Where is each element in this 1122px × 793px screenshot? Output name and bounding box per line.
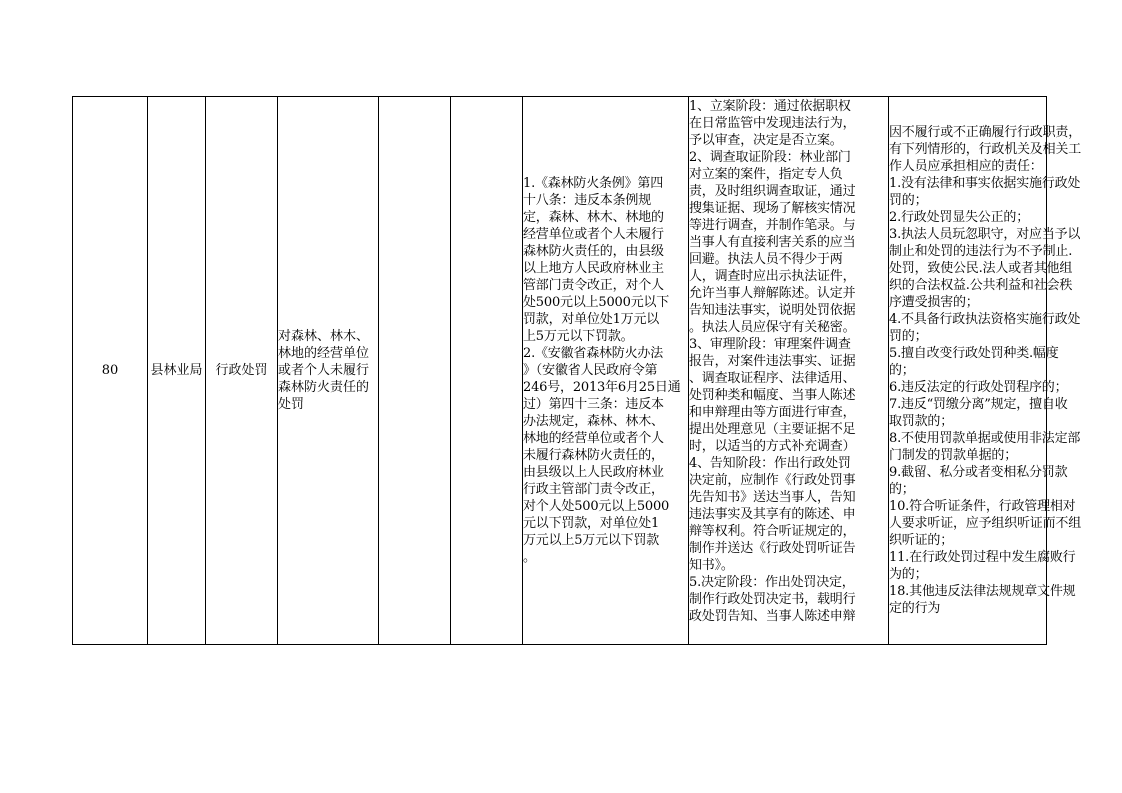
responsibility-line: 8.不使用罚款单据或使用非法定部 bbox=[889, 431, 1081, 446]
procedure-line: 违法事实及其享有的陈述、申 bbox=[689, 506, 856, 522]
procedure-line: 允许当事人辩解陈述。认定并 bbox=[689, 285, 856, 301]
responsibility-line: 取罚款的； bbox=[889, 414, 954, 429]
procedure-line: 当事人有直接利害关系的应当 bbox=[689, 234, 856, 250]
legal-basis-text bbox=[523, 175, 688, 566]
responsibility-line: 5.擅自改变行政处罚种类.幅度 bbox=[889, 346, 1059, 361]
procedure-line: 告知违法事实，说明处罚依据 bbox=[689, 302, 856, 318]
procedure-line: 知书》。 bbox=[689, 557, 734, 573]
legal-basis-line: 定，森林、林木、林地的 bbox=[523, 210, 664, 225]
legal-basis-line: 罚款，对单位处1万元以 bbox=[523, 312, 660, 327]
responsibility-line: 有下列情形的，行政机关及相关工 bbox=[889, 142, 1082, 157]
procedure-line: 1、立案阶段：通过依据职权 bbox=[689, 98, 851, 114]
responsibility-line: 门制发的罚款单据的； bbox=[889, 448, 1018, 463]
responsibility-line: 因不履行或不正确履行行政职责， bbox=[889, 125, 1082, 140]
legal-basis-line: 办法规定，森林、林木、 bbox=[523, 414, 664, 429]
procedure-line: 等进行调查，并制作笔录。与 bbox=[689, 217, 856, 233]
procedure-line: 提出处理意见（主要证据不足 bbox=[689, 421, 856, 437]
legal-basis-line: 246号，2013年6月25日通 bbox=[523, 380, 681, 395]
responsibility-text bbox=[889, 124, 1082, 617]
legal-basis-line: 林地的经营单位或者个人 bbox=[523, 431, 664, 446]
blank-cell-6 bbox=[451, 97, 523, 645]
legal-basis-line: 上5万元以下罚款。 bbox=[523, 329, 634, 344]
department-cell: 县林业局 bbox=[148, 97, 206, 645]
responsibility-line: 4.不具备行政执法资格实施行政处 bbox=[889, 312, 1081, 327]
legal-basis-line: 。 bbox=[523, 550, 536, 565]
procedure-line: 时，以适当的方式补充调查） bbox=[689, 438, 856, 454]
responsibility-line: 作人员应承担相应的责任： bbox=[889, 159, 1043, 174]
procedure-line: 搜集证据、现场了解核实情况 bbox=[689, 200, 856, 216]
procedure-line: 予以审查，决定是否立案。 bbox=[689, 132, 843, 148]
legal-basis-line: 以上地方人民政府林业主 bbox=[523, 261, 664, 276]
procedure-line: 辩等权利。符合听证规定的， bbox=[689, 523, 856, 539]
legal-basis-line: 过）第四十三条：违反本 bbox=[523, 397, 664, 412]
procedure-line: 先告知书》送达当事人，告知 bbox=[689, 489, 856, 505]
legal-basis-line: 元以下罚款，对单位处1 bbox=[523, 516, 660, 531]
procedure-line: 回避。执法人员不得少于两 bbox=[689, 251, 843, 267]
legal-basis-line: 十八条：违反本条例规 bbox=[523, 193, 652, 208]
legal-basis-line: 管部门责令改正，对个人 bbox=[523, 278, 664, 293]
responsibility-line: 6.违反法定的行政处罚程序的； bbox=[889, 380, 1068, 395]
responsibility-line: 序遭受损害的； bbox=[889, 295, 979, 310]
legal-basis-line: 2.《安徽省森林防火办法 bbox=[523, 346, 664, 361]
responsibility-line: 织听证的； bbox=[889, 533, 954, 548]
responsibility-line: 的； bbox=[889, 482, 915, 497]
responsibility-line: 3.执法人员玩忽职守，对应当予以 bbox=[889, 227, 1081, 242]
procedure-line: 对立案的案件，指定专人负 bbox=[689, 166, 843, 182]
procedure-line: 3、审理阶段：审理案件调查 bbox=[689, 336, 851, 352]
procedure-line: 。执法人员应保守有关秘密。 bbox=[689, 319, 856, 335]
power-type-cell: 行政处罚 bbox=[206, 97, 278, 645]
responsibility-line: 的； bbox=[889, 363, 915, 378]
responsibility-line: 18.其他违反法律法规规章文件规 bbox=[889, 584, 1076, 599]
procedure-line: 责，及时组织调查取证，通过 bbox=[689, 183, 856, 199]
responsibility-line: 2.行政处罚显失公正的； bbox=[889, 210, 1030, 225]
responsibility-line: 处罚，致使公民.法人或者其他组 bbox=[889, 261, 1073, 276]
responsibility-cell bbox=[889, 97, 1082, 645]
power-item-cell: 对森林、林木、林地的经营单位或者个人未履行森林防火责任的处罚 bbox=[278, 97, 379, 645]
procedure-cell bbox=[689, 97, 889, 645]
authority-table bbox=[72, 96, 1082, 645]
legal-basis-line: 万元以上5万元以下罚款 bbox=[523, 533, 660, 548]
legal-basis-line: 》（安徽省人民政府令第 bbox=[523, 363, 658, 378]
responsibility-line: 11.在行政处罚过程中发生腐败行 bbox=[889, 550, 1076, 565]
responsibility-line: 制止和处罚的违法行为不予制止. bbox=[889, 244, 1073, 259]
procedure-line: 决定前，应制作《行政处罚事 bbox=[689, 472, 856, 488]
procedure-line: 制作并送达《行政处罚听证告 bbox=[689, 540, 856, 556]
legal-basis-line: 由县级以上人民政府林业 bbox=[523, 465, 664, 480]
legal-basis-line: 未履行森林防火责任的， bbox=[523, 448, 664, 463]
legal-basis-line: 对个人处500元以上5000 bbox=[523, 499, 670, 514]
legal-basis-line: 行政主管部门责令改正， bbox=[523, 482, 664, 497]
row-number: 80 bbox=[73, 97, 148, 645]
legal-basis-line: 森林防火责任的，由县级 bbox=[523, 244, 664, 259]
legal-basis-line: 1.《森林防火条例》第四 bbox=[523, 176, 664, 191]
responsibility-line: 定的行为 bbox=[889, 601, 941, 616]
procedure-line: 人，调查时应出示执法证件， bbox=[689, 268, 856, 284]
responsibility-line: 织的合法权益.公共利益和社会秩 bbox=[889, 278, 1073, 293]
table-row bbox=[73, 97, 1047, 645]
responsibility-line: 1.没有法律和事实依据实施行政处 bbox=[889, 176, 1081, 191]
procedure-line: 在日常监管中发现违法行为， bbox=[689, 115, 856, 131]
responsibility-line: 7.违反“罚缴分离”规定，擅自收 bbox=[889, 397, 1068, 412]
procedure-line: 报告，对案件违法事实、证据 bbox=[689, 353, 856, 369]
blank-cell-5 bbox=[379, 97, 451, 645]
responsibility-line: 9.截留、私分或者变相私分罚款 bbox=[889, 465, 1068, 480]
legal-basis-line: 处500元以上5000元以下 bbox=[523, 295, 670, 310]
responsibility-line: 人要求听证，应予组织听证而不组 bbox=[889, 516, 1082, 531]
procedure-line: 5.决定阶段：作出处罚决定， bbox=[689, 574, 855, 590]
legal-basis-cell bbox=[523, 97, 689, 645]
procedure-line: 制作行政处罚决定书，载明行 bbox=[689, 591, 856, 607]
procedure-line: 和申辩理由等方面进行审查， bbox=[689, 404, 856, 420]
responsibility-line: 罚的； bbox=[889, 193, 928, 208]
procedure-line: 4、告知阶段：作出行政处罚 bbox=[689, 455, 851, 471]
responsibility-line: 罚的； bbox=[889, 329, 928, 344]
responsibility-line: 10.符合听证条件，行政管理相对 bbox=[889, 499, 1076, 514]
procedure-line: 、调查取证程序、法律适用、 bbox=[689, 370, 856, 386]
procedure-line: 政处罚告知、当事人陈述申辩 bbox=[689, 608, 856, 624]
legal-basis-line: 经营单位或者个人未履行 bbox=[523, 227, 664, 242]
procedure-text bbox=[689, 98, 888, 644]
responsibility-line: 为的； bbox=[889, 567, 928, 582]
procedure-line: 处罚种类和幅度、当事人陈述 bbox=[689, 387, 856, 403]
procedure-line: 2、调查取证阶段：林业部门 bbox=[689, 149, 851, 165]
